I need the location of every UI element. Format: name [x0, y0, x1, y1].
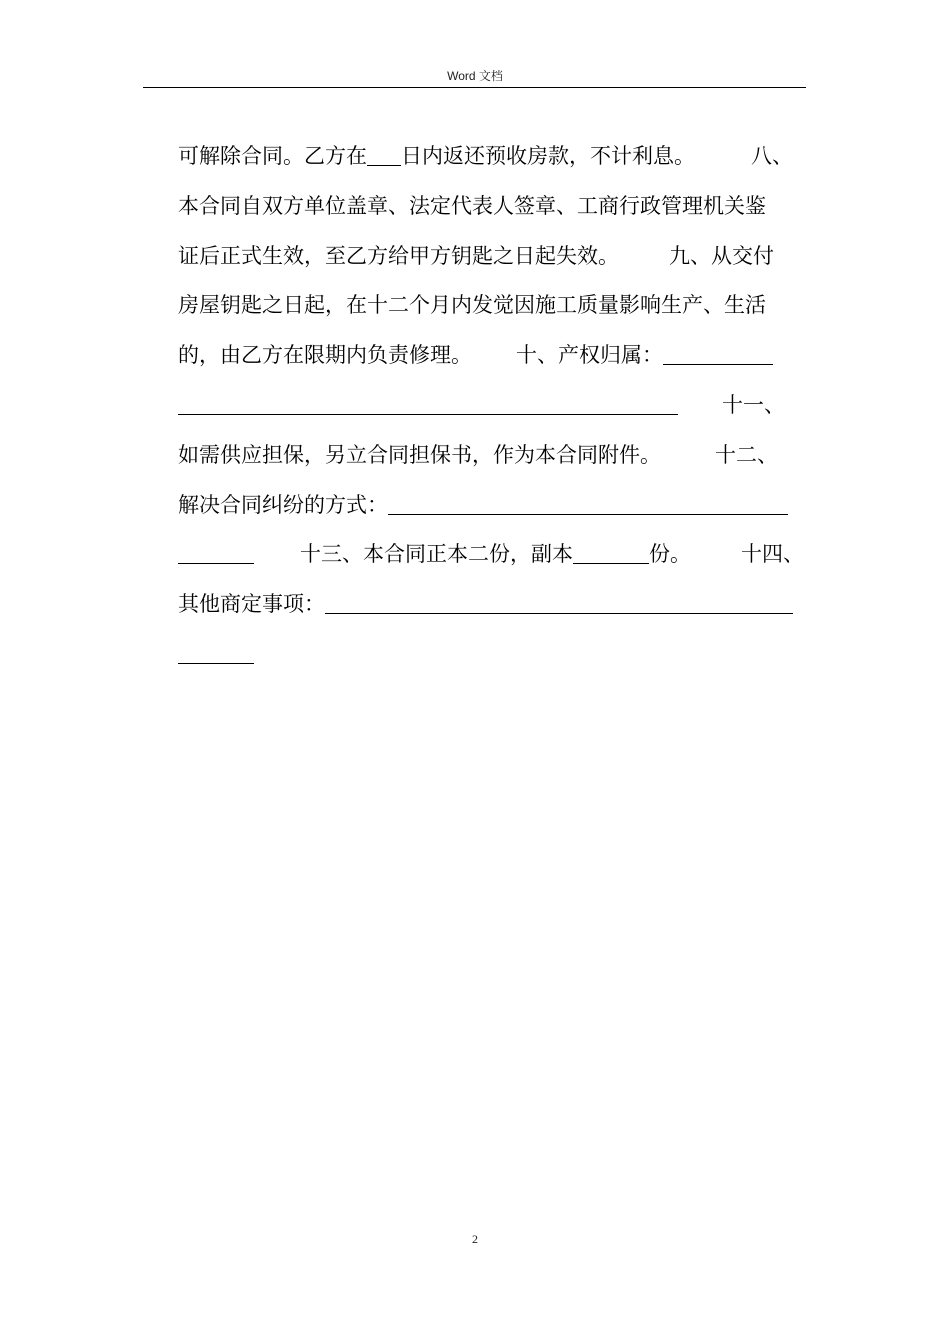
text-line-9	[178, 530, 818, 580]
header-divider	[143, 87, 806, 88]
clause-number-twelve: 十二、	[715, 442, 778, 467]
blank-days-field	[367, 145, 401, 166]
text-line-7	[178, 431, 818, 481]
text-segment: 如需供应担保，另立合同担保书，作为本合同附件。	[178, 442, 661, 467]
text-line-5	[178, 331, 818, 381]
text-segment: 其他商定事项：	[178, 592, 325, 617]
page-number: 2	[472, 1232, 478, 1246]
text-line-10	[178, 580, 818, 630]
text-line-8	[178, 481, 818, 531]
clause-number-fourteen: 十四、	[741, 542, 804, 567]
text-segment: 日内返还预收房款，不计利息。	[401, 144, 695, 168]
contract-body	[178, 132, 818, 680]
blank-other-matters-field	[325, 593, 793, 614]
text-segment: 本合同自双方单位盖章、法定代表人签章、工商行政管理机关鉴	[178, 193, 766, 218]
text-segment: 份。	[649, 542, 691, 567]
text-line-1	[178, 132, 818, 182]
header-title: Word 文档	[447, 69, 503, 83]
blank-copies-field	[573, 543, 649, 564]
text-line-4	[178, 281, 818, 331]
blank-other-matters-continued	[178, 643, 254, 664]
clause-number-nine: 九、从交付	[669, 243, 774, 268]
text-line-3	[178, 232, 818, 282]
text-line-2	[178, 182, 818, 232]
text-segment: 可解除合同。乙方在	[178, 144, 367, 168]
blank-dispute-method-field	[388, 494, 788, 515]
text-segment: 房屋钥匙之日起，在十二个月内发觉因施工质量影响生产、生活	[178, 293, 766, 318]
text-segment: 的，由乙方在限期内负责修理。	[178, 343, 472, 368]
text-line-11	[178, 630, 818, 680]
blank-dispute-method-continued	[178, 543, 254, 564]
text-segment: 解决合同纠纷的方式：	[178, 492, 388, 517]
text-segment: 证后正式生效，至乙方给甲方钥匙之日起失效。	[178, 243, 619, 268]
clause-number-eleven: 十一、	[722, 392, 785, 417]
text-line-6	[178, 381, 818, 431]
clause-number-eight: 八、	[751, 144, 793, 168]
clause-number-ten: 十、产权归属：	[516, 343, 663, 368]
blank-property-rights-field	[663, 344, 773, 365]
blank-property-rights-continued	[178, 394, 678, 415]
clause-number-thirteen: 十三、本合同正本二份，副本	[300, 542, 573, 567]
